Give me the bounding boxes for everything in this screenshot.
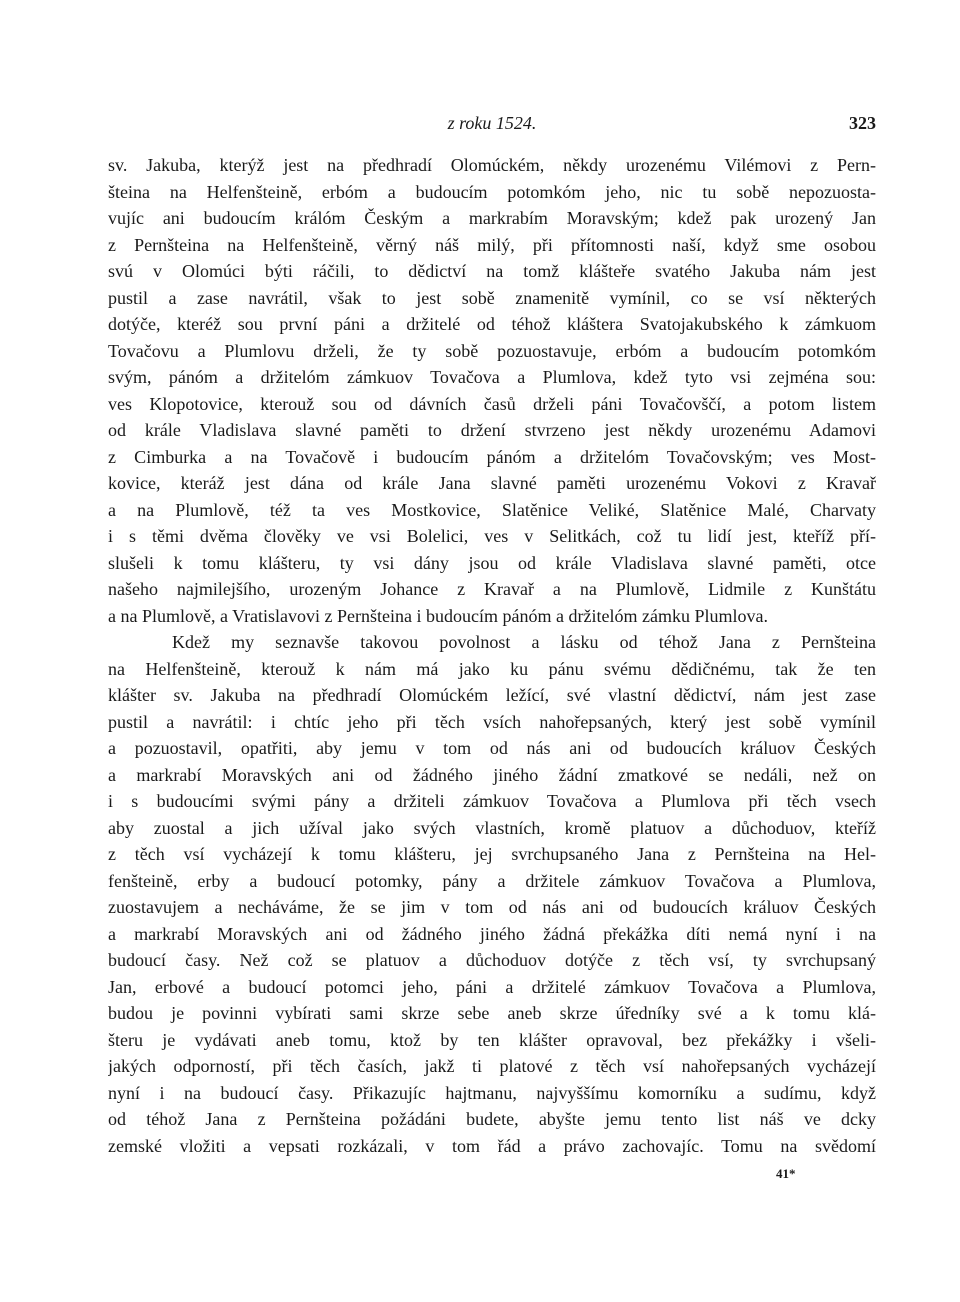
text-line: a na Plumlově, též ta ves Mostkovice, Slatěnice Veliké, Slatěnice Malé, Charvaty — [108, 499, 876, 520]
text-line: na Helfenšteině, kterouž k nám má jako ku pánu svému dědičnému, tak že ten — [108, 658, 876, 679]
text-line: svú v Olomúci býti ráčili, to dědictví na tomž klášteře svatého Jakuba nám jest — [108, 261, 876, 281]
text-line: zemské vložiti a vepsati rozkázali, v tom řád a právo zachovajíc. Tomu na svědomí — [108, 1135, 876, 1156]
text-line: a markrabí Moravských ani od žádného jiného žádní zmatkové se nedáli, než on — [108, 764, 876, 785]
text-line: Tovačovu a Plumlovu drželi, že ty sobě pozuostavuje, erbóm a budoucím potomkóm — [108, 340, 876, 361]
page-number: 323 — [849, 113, 876, 133]
text-line: z Cimburka a na Tovačově i budoucím pánóm a držitelóm Tovačovským; ves Most- — [108, 446, 876, 467]
text-line: fenšteině, erby a budoucí potomky, pány a držitele zámkuov Tovačova a Plumlova, — [108, 870, 876, 891]
text-line: pustil a navrátil: i chtíc jeho při těch vsích nahořepsaných, který jest sobě vymínil — [108, 711, 876, 732]
text-line: slušeli k tomu klášteru, ty vsi dány jsou od krále Vladislava slavné paměti, otce — [108, 552, 876, 573]
text-line: našeho najmilejšího, urozeným Johance z Kravař a na Plumlově, Lidmile z Kunštátu — [108, 579, 876, 599]
text-line: dotýče, kteréž sou první páni a držitelé od téhož kláštera Svatojakubského k zámkuom — [108, 314, 876, 334]
text-line: šteru je vydávati aneb tomu, ktož by ten klášter opravoval, bez překážky i všeli- — [108, 1029, 876, 1050]
text-line: šteina na Helfenšteině, erbóm a budoucím potomkóm jeho, nic tu sobě nepozuosta- — [108, 181, 876, 202]
text-line: i s budoucími svými pány a držiteli zámkuov Tovačova a Plumlova při těch vsech — [108, 791, 876, 811]
text-line: od krále Vladislava slavné paměti to držení stvrzeno jest někdy urozenému Adamovi — [108, 420, 876, 440]
running-title: z roku 1524. — [447, 113, 537, 133]
text-line: kovice, kteráž jest dána od krále Jana slavné paměti urozenému Vokovi z Kravař — [108, 473, 876, 493]
text-line: svým, pánóm a držitelóm zámkuov Tovačova a Plumlova, kdež tyto vsi zejména sou: — [108, 367, 876, 387]
text-line: vujíc ani budoucím králóm Českým a markrabím Moravským; kdež pak urozený Jan — [108, 208, 876, 228]
text-line: budou je povinni vybírati sami skrze sebe aneb skrze úředníky své a k tomu klá- — [108, 1003, 876, 1023]
text-line: z těch vsí vycházejí k tomu klášteru, jej svrchupsaného Jana z Pernšteina na Hel- — [108, 844, 876, 864]
text-line: a markrabí Moravských ani od žádného jiného žádná překážka díti nemá nyní i na — [108, 923, 876, 944]
body-text — [108, 152, 876, 1159]
text-line: a pozuostavil, opatřiti, aby jemu v tom od nás ani od budoucích králuov Českých — [108, 738, 876, 758]
text-line: zuostavujem a necháváme, že se jim v tom od nás ani od budoucích králuov Českých — [108, 897, 876, 917]
text-line: klášter sv. Jakuba na předhradí Olomúckém ležící, své vlastní dědictví, nám jest zase — [108, 685, 876, 705]
paragraph-end-line: a na Plumlově, a Vratislavovi z Pernšteina i budoucím pánóm a držitelóm zámku Plumlova. — [108, 605, 768, 626]
text-line: pustil a zase navrátil, však to jest sobě znamenitě vymínil, co se vsí některých — [108, 287, 876, 308]
text-line: jakých odporností, při těch časích, jakž ti platové z těch vsí nahořepsaných vycházejí — [108, 1056, 876, 1076]
text-line: z Pernšteina na Helfenšteině, věrný náš milý, při přítomnosti naší, když sme osobou — [108, 234, 876, 255]
text-line: sv. Jakuba, kterýž jest na předhradí Olomúckém, někdy urozenému Vilémovi z Pern- — [108, 155, 876, 175]
text-line: budoucí časy. Než což se platuov a důchoduov dotýče z těch vsí, ty svrchupsaný — [108, 950, 876, 970]
text-line: od téhož Jana z Pernšteina požádáni budete, abyšte jemu tento list náš ve dcky — [108, 1109, 876, 1129]
paragraph-start-line: Kdež my seznavše takovou povolnost a lásku od téhož Jana z Pernšteina — [172, 632, 876, 652]
text-line: ves Klopotovice, kterouž sou od dávních časů drželi páni Tovačovščí, a potom listem — [108, 393, 876, 414]
running-head — [108, 113, 876, 137]
text-line: i s těmi dvěma člověky ve vsi Bolelici, ves v Selitkách, což tu lidí jest, kteříž pří- — [108, 526, 876, 546]
text-line: nyní i na budoucí časy. Přikazujíc hajtmanu, najvyššímu komorníku a sudímu, když — [108, 1082, 876, 1103]
signature-mark: 41* — [776, 1166, 796, 1181]
text-line: aby zuostal a jich užíval jako svých vlastních, kromě platuov a důchoduov, kteříž — [108, 817, 876, 838]
text-line: Jan, erbové a budoucí potomci jeho, páni a držitelé zámkuov Tovačova a Plumlova, — [108, 976, 876, 997]
